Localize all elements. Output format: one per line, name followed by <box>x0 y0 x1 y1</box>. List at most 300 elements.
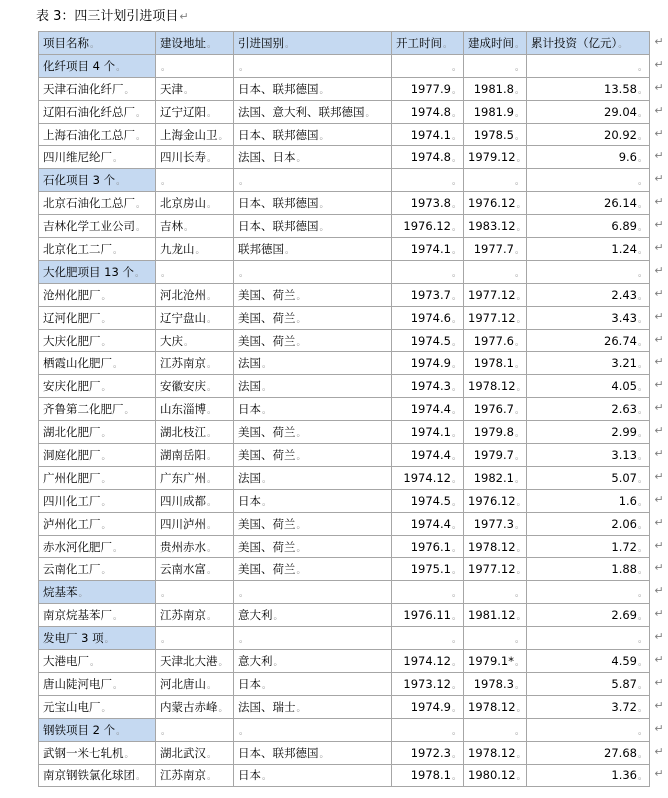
table-cell <box>234 764 392 787</box>
table-cell <box>39 535 156 558</box>
cell-end-mark: 。 <box>296 703 306 714</box>
cell-text: 大化肥项目 13 个 <box>43 264 134 279</box>
cell-text: 1981.12 <box>468 608 516 623</box>
cell-text: 项目名称 <box>43 35 89 50</box>
table-cell <box>234 192 392 215</box>
table-cell-empty <box>527 54 650 77</box>
cell-end-mark: 。 <box>514 360 524 371</box>
cell-end-mark: 。 <box>365 108 375 119</box>
table-cell-empty <box>464 627 527 650</box>
table-cell <box>234 100 392 123</box>
table-cell-empty <box>156 581 234 604</box>
cell-text: 1977.9 <box>410 81 451 96</box>
cell-end-mark: 。 <box>273 612 283 623</box>
table-cell <box>464 215 527 238</box>
table-row <box>39 398 650 421</box>
cell-text: 四川化工厂 <box>43 493 101 508</box>
cell-text: 美国、荷兰 <box>238 333 296 348</box>
cell-text: 27.68 <box>604 745 637 760</box>
cell-text: 1974.1 <box>410 127 451 142</box>
column-header <box>39 32 156 55</box>
cell-end-mark: 。 <box>101 703 111 714</box>
table-cell-empty <box>392 581 464 604</box>
cell-end-mark: 。 <box>296 291 306 302</box>
row-end-mark: ↵ <box>654 584 664 598</box>
cell-text: 大庆 <box>160 333 183 348</box>
table-cell <box>234 672 392 695</box>
table-cell <box>39 192 156 215</box>
cell-end-mark: 。 <box>161 589 171 600</box>
cell-text: 1974.8 <box>410 104 451 119</box>
row-end-mark: ↵ <box>654 309 664 323</box>
cell-end-mark: 。 <box>78 589 88 600</box>
cell-end-mark: 。 <box>116 177 126 188</box>
table-cell-empty <box>392 54 464 77</box>
table-cell <box>464 283 527 306</box>
table-cell <box>527 375 650 398</box>
table-row <box>39 421 650 444</box>
table-group-row <box>39 169 650 192</box>
cell-end-mark: 。 <box>296 154 306 165</box>
cell-end-mark: 。 <box>637 612 647 623</box>
table-cell <box>234 123 392 146</box>
table-cell <box>234 741 392 764</box>
table-cell <box>464 764 527 787</box>
row-end-mark: ↵ <box>654 561 664 575</box>
cell-end-mark: 。 <box>516 314 526 325</box>
table-cell <box>234 215 392 238</box>
cell-end-mark: 。 <box>319 200 329 211</box>
row-end-mark: ↵ <box>654 378 664 392</box>
cell-end-mark: 。 <box>239 62 249 73</box>
table-row <box>39 146 650 169</box>
cell-end-mark: 。 <box>451 589 461 600</box>
table-cell-empty <box>464 260 527 283</box>
cell-end-mark: 。 <box>637 154 647 165</box>
cell-end-mark: 。 <box>516 200 526 211</box>
cell-end-mark: 。 <box>451 406 461 417</box>
cell-end-mark: 。 <box>637 429 647 440</box>
table-cell <box>234 558 392 581</box>
row-end-mark: ↵ <box>654 424 664 438</box>
cell-end-mark: 。 <box>514 635 524 646</box>
cell-text: 大庆化肥厂 <box>43 333 101 348</box>
cell-end-mark: 。 <box>136 223 146 234</box>
cell-end-mark: 。 <box>451 451 461 462</box>
table-cell-empty <box>156 169 234 192</box>
table-cell-empty <box>234 169 392 192</box>
cell-end-mark: 。 <box>637 383 647 394</box>
table-cell <box>527 764 650 787</box>
cell-text: 1974.9 <box>410 356 451 371</box>
cell-end-mark: 。 <box>101 474 111 485</box>
cell-text: 湖北武汉 <box>160 745 206 760</box>
table-cell <box>156 558 234 581</box>
cell-end-mark: 。 <box>136 200 146 211</box>
table-cell <box>464 352 527 375</box>
cell-text: 石化项目 3 个 <box>43 173 116 188</box>
table-cell-empty <box>464 54 527 77</box>
table-row <box>39 306 650 329</box>
table-cell <box>39 650 156 673</box>
cell-end-mark: 。 <box>637 223 647 234</box>
row-end-mark: ↵ <box>654 149 664 163</box>
cell-text: 1974.1 <box>410 241 451 256</box>
row-end-mark: ↵ <box>654 630 664 644</box>
cell-text: 1974.4 <box>410 402 451 417</box>
cell-end-mark: 。 <box>637 589 647 600</box>
cell-text: 四川长寿 <box>160 150 206 165</box>
cell-end-mark: 。 <box>451 429 461 440</box>
table-group-row <box>39 627 650 650</box>
cell-text: 法国 <box>238 356 261 371</box>
cell-text: 1974.9 <box>410 699 451 714</box>
cell-text: 1977.12 <box>468 287 516 302</box>
cell-text: 5.07 <box>611 470 637 485</box>
group-title-cell <box>39 627 156 650</box>
cell-end-mark: 。 <box>515 39 525 50</box>
table-row <box>39 558 650 581</box>
cell-end-mark: 。 <box>637 337 647 348</box>
cell-text: 安庆化肥厂 <box>43 379 101 394</box>
cell-end-mark: 。 <box>90 657 100 668</box>
cell-end-mark: 。 <box>113 543 123 554</box>
cell-text: 意大利 <box>238 608 273 623</box>
table-cell <box>392 741 464 764</box>
table-cell <box>464 192 527 215</box>
cell-text: 意大利 <box>238 653 273 668</box>
table-cell <box>156 329 234 352</box>
cell-end-mark: 。 <box>207 429 217 440</box>
cell-text: 九龙山 <box>160 241 195 256</box>
table-cell <box>234 283 392 306</box>
table-cell <box>156 283 234 306</box>
cell-end-mark: 。 <box>451 314 461 325</box>
cell-end-mark: 。 <box>285 39 295 50</box>
cell-text: 山东淄博 <box>160 402 206 417</box>
cell-end-mark: 。 <box>262 497 272 508</box>
cell-text: 1974.3 <box>410 379 451 394</box>
cell-text: 1978.5 <box>473 127 514 142</box>
table-cell-empty <box>392 169 464 192</box>
table-cell <box>156 604 234 627</box>
row-end-mark: ↵ <box>654 538 664 552</box>
table-cell-empty <box>392 627 464 650</box>
table-cell <box>39 398 156 421</box>
table-cell <box>39 764 156 787</box>
row-end-mark: ↵ <box>654 286 664 300</box>
cell-end-mark: 。 <box>273 657 283 668</box>
cell-end-mark: 。 <box>296 543 306 554</box>
table-row <box>39 192 650 215</box>
cell-end-mark: 。 <box>207 39 217 50</box>
table-cell <box>39 77 156 100</box>
cell-text: 1973.12 <box>403 676 451 691</box>
cell-text: 1977.3 <box>473 516 514 531</box>
table-row <box>39 215 650 238</box>
cell-end-mark: 。 <box>207 566 217 577</box>
cell-text: 26.14 <box>604 196 637 211</box>
cell-text: 1981.9 <box>473 104 514 119</box>
cell-end-mark: 。 <box>319 85 329 96</box>
cell-end-mark: 。 <box>113 612 123 623</box>
table-row <box>39 444 650 467</box>
cell-text: 美国、荷兰 <box>238 425 296 440</box>
cell-end-mark: 。 <box>113 360 123 371</box>
cell-end-mark: 。 <box>637 635 647 646</box>
table-row <box>39 77 650 100</box>
cell-end-mark: 。 <box>637 520 647 531</box>
cell-text: 江苏南京 <box>160 608 206 623</box>
table-cell <box>234 306 392 329</box>
table-cell <box>156 192 234 215</box>
table-cell <box>392 192 464 215</box>
cell-text: 1974.6 <box>410 310 451 325</box>
cell-text: 1974.4 <box>410 516 451 531</box>
cell-text: 1974.12 <box>403 470 451 485</box>
table-cell <box>527 123 650 146</box>
cell-text: 1982.1 <box>473 470 514 485</box>
cell-text: 天津石油化纤厂 <box>43 81 124 96</box>
cell-text: 1981.8 <box>473 81 514 96</box>
cell-end-mark: 。 <box>239 177 249 188</box>
cell-end-mark: 。 <box>637 703 647 714</box>
table-cell <box>392 650 464 673</box>
row-end-mark: ↵ <box>654 80 664 94</box>
cell-text: 日本、联邦德国 <box>238 127 319 142</box>
cell-end-mark: 。 <box>637 657 647 668</box>
table-cell <box>527 238 650 261</box>
cell-text: 辽河化肥厂 <box>43 310 101 325</box>
cell-end-mark: 。 <box>101 429 111 440</box>
table-cell <box>156 77 234 100</box>
cell-text: 1.88 <box>611 562 637 577</box>
table-cell-empty <box>234 260 392 283</box>
row-end-mark: ↵ <box>654 103 664 117</box>
cell-end-mark: 。 <box>451 383 461 394</box>
cell-end-mark: 。 <box>319 131 329 142</box>
cell-text: 1974.1 <box>410 425 451 440</box>
table-row <box>39 283 650 306</box>
table-cell <box>156 695 234 718</box>
table-cell <box>392 672 464 695</box>
row-end-mark: ↵ <box>654 652 664 666</box>
cell-text: 美国、荷兰 <box>238 287 296 302</box>
cell-text: 美国、荷兰 <box>238 539 296 554</box>
table-cell-empty <box>392 260 464 283</box>
cell-text: 联邦德国 <box>238 241 284 256</box>
cell-end-mark: 。 <box>101 566 111 577</box>
table-cell-empty <box>527 581 650 604</box>
table-cell-empty <box>156 260 234 283</box>
cell-end-mark: 。 <box>514 474 524 485</box>
table-cell <box>39 695 156 718</box>
cell-text: 2.99 <box>611 425 637 440</box>
cell-end-mark: 。 <box>516 154 526 165</box>
cell-text: 湖南岳阳 <box>160 447 206 462</box>
table-cell <box>392 352 464 375</box>
table-cell <box>392 398 464 421</box>
cell-text: 广东广州 <box>160 470 206 485</box>
cell-text: 累计投资（亿元） <box>531 35 618 50</box>
table-cell <box>392 489 464 512</box>
table-cell-empty <box>234 581 392 604</box>
table-cell <box>464 741 527 764</box>
cell-text: 29.04 <box>604 104 637 119</box>
table-cell <box>527 695 650 718</box>
cell-text: 安徽安庆 <box>160 379 206 394</box>
row-end-mark: ↵ <box>654 263 664 277</box>
cell-end-mark: 。 <box>296 429 306 440</box>
row-end-mark: ↵ <box>654 195 664 209</box>
cell-text: 1973.8 <box>410 196 451 211</box>
cell-end-mark: 。 <box>451 566 461 577</box>
cell-text: 贵州赤水 <box>160 539 206 554</box>
cell-text: 20.92 <box>604 127 637 142</box>
table-cell <box>234 398 392 421</box>
cell-end-mark: 。 <box>161 177 171 188</box>
table-cell <box>156 535 234 558</box>
cell-text: 引进国别 <box>238 35 284 50</box>
cell-end-mark: 。 <box>207 772 217 783</box>
table-cell <box>234 238 392 261</box>
table-cell-empty <box>156 54 234 77</box>
cell-end-mark: 。 <box>451 726 461 737</box>
table-cell <box>392 535 464 558</box>
cell-end-mark: 。 <box>207 543 217 554</box>
cell-end-mark: 。 <box>514 451 524 462</box>
table-cell <box>392 146 464 169</box>
row-end-mark: ↵ <box>654 172 664 186</box>
cell-end-mark: 。 <box>451 108 461 119</box>
cell-text: 北京房山 <box>160 196 206 211</box>
table-cell <box>464 77 527 100</box>
table-cell <box>234 535 392 558</box>
cell-text: 3.43 <box>611 310 637 325</box>
table-cell <box>39 604 156 627</box>
cell-end-mark: 。 <box>136 131 146 142</box>
cell-text: 3.21 <box>611 356 637 371</box>
cell-text: 沧州化肥厂 <box>43 287 101 302</box>
table-cell <box>156 741 234 764</box>
table-cell <box>527 215 650 238</box>
cell-text: 上海金山卫 <box>160 127 218 142</box>
cell-end-mark: 。 <box>207 154 217 165</box>
cell-text: 1978.12 <box>468 699 516 714</box>
table-cell <box>39 352 156 375</box>
cell-end-mark: 。 <box>239 589 249 600</box>
cell-end-mark: 。 <box>637 772 647 783</box>
cell-text: 建设地址 <box>160 35 206 50</box>
cell-end-mark: 。 <box>116 62 126 73</box>
cell-text: 1978.1 <box>410 768 451 783</box>
cell-text: 1978.3 <box>473 676 514 691</box>
cell-end-mark: 。 <box>101 383 111 394</box>
table-group-row <box>39 54 650 77</box>
cell-text: 1983.12 <box>468 219 516 234</box>
cell-end-mark: 。 <box>514 589 524 600</box>
cell-text: 辽宁盘山 <box>160 310 206 325</box>
column-header <box>392 32 464 55</box>
table-cell <box>39 123 156 146</box>
projects-table <box>38 31 650 787</box>
cell-text: 2.63 <box>611 402 637 417</box>
cell-end-mark: 。 <box>451 223 461 234</box>
row-end-mark: ↵ <box>654 34 664 48</box>
cell-text: 天津 <box>160 81 183 96</box>
cell-end-mark: 。 <box>637 406 647 417</box>
table-row <box>39 695 650 718</box>
cell-end-mark: 。 <box>514 726 524 737</box>
table-row <box>39 238 650 261</box>
table-cell <box>527 100 650 123</box>
cell-end-mark: 。 <box>451 657 461 668</box>
table-cell <box>156 123 234 146</box>
cell-text: 1974.4 <box>410 447 451 462</box>
table-row <box>39 329 650 352</box>
table-cell <box>156 306 234 329</box>
table-cell <box>527 535 650 558</box>
table-group-row <box>39 581 650 604</box>
table-cell <box>39 672 156 695</box>
cell-text: 1978.12 <box>468 379 516 394</box>
cell-end-mark: 。 <box>296 314 306 325</box>
table-cell <box>464 444 527 467</box>
cell-end-mark: 。 <box>124 406 134 417</box>
cell-end-mark: 。 <box>516 566 526 577</box>
cell-end-mark: 。 <box>637 451 647 462</box>
cell-text: 1.24 <box>611 241 637 256</box>
cell-end-mark: 。 <box>161 726 171 737</box>
cell-end-mark: 。 <box>637 497 647 508</box>
table-cell <box>392 558 464 581</box>
cell-text: 北京石油化工总厂 <box>43 196 135 211</box>
cell-text: 法国 <box>238 379 261 394</box>
cell-text: 云南化工厂 <box>43 562 101 577</box>
cell-end-mark: 。 <box>296 451 306 462</box>
cell-text: 3.13 <box>611 447 637 462</box>
cell-end-mark: 。 <box>207 200 217 211</box>
table-cell <box>39 283 156 306</box>
table-row <box>39 352 650 375</box>
table-cell <box>527 466 650 489</box>
cell-text: 1.36 <box>611 768 637 783</box>
cell-end-mark: 。 <box>451 680 461 691</box>
table-cell <box>234 421 392 444</box>
cell-end-mark: 。 <box>319 223 329 234</box>
cell-text: 南京钢铁氯化球团 <box>43 768 135 783</box>
cell-end-mark: 。 <box>262 772 272 783</box>
cell-end-mark: 。 <box>296 520 306 531</box>
table-row <box>39 672 650 695</box>
cell-text: 日本 <box>238 493 261 508</box>
table-cell <box>392 329 464 352</box>
table-cell <box>464 100 527 123</box>
table-cell <box>527 558 650 581</box>
cell-text: 四川维尼纶厂 <box>43 150 112 165</box>
table-cell <box>527 306 650 329</box>
cell-text: 1972.3 <box>410 745 451 760</box>
table-cell <box>392 421 464 444</box>
cell-text: 1975.1 <box>410 562 451 577</box>
cell-text: 9.6 <box>618 150 637 165</box>
table-cell <box>156 421 234 444</box>
cell-text: 江苏南京 <box>160 356 206 371</box>
cell-end-mark: 。 <box>161 62 171 73</box>
table-cell <box>527 512 650 535</box>
cell-text: 日本 <box>238 402 261 417</box>
table-cell <box>527 192 650 215</box>
